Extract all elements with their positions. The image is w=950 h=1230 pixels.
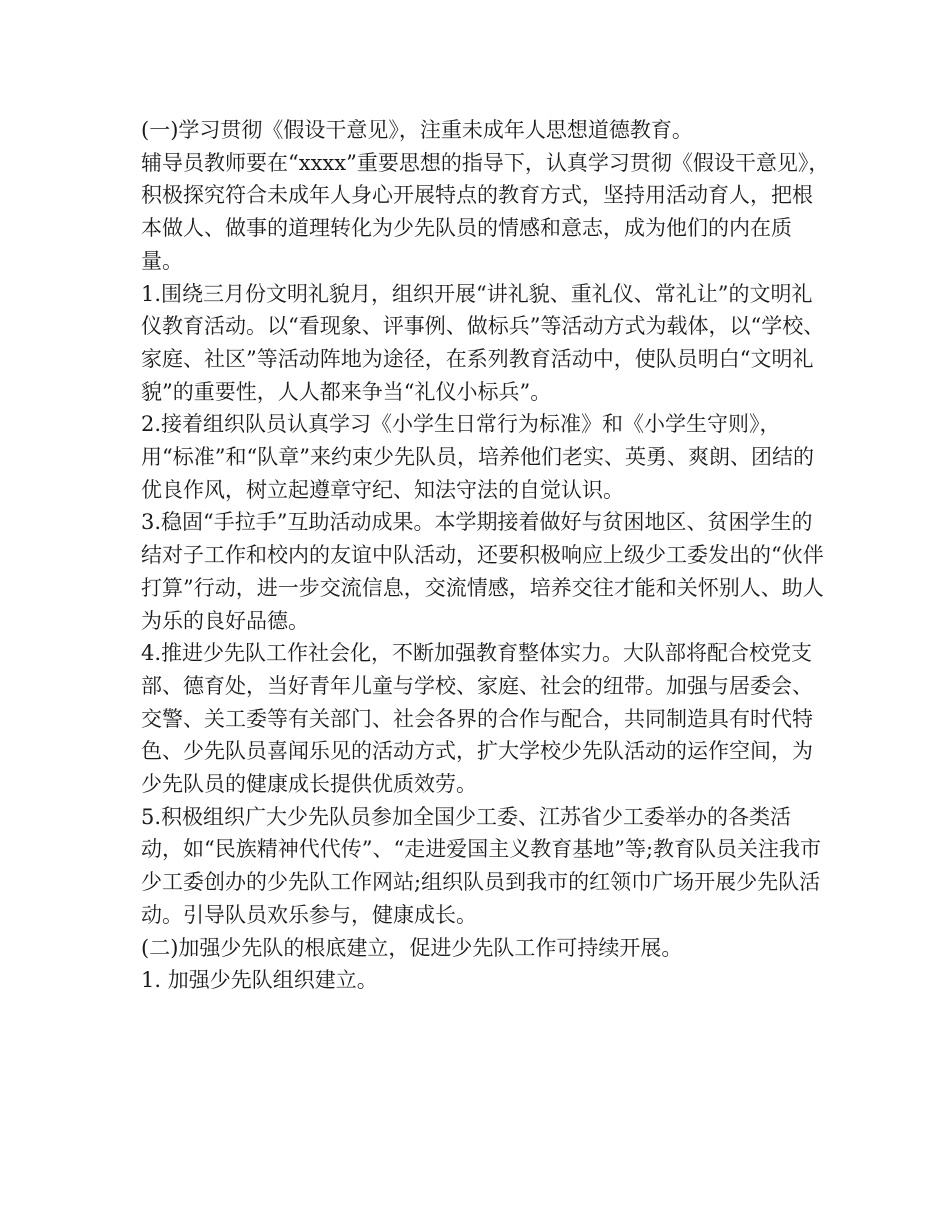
list-item-4: 4.推进少先队工作社会化，不断加强教育整体实力。大队部将配合校党支部、德育处，当好青年儿童与学校、家庭、社会的纽带。加强与居委会、交警、关工委等有关部门、社会各界的合作与配合，共同制造具有时代特色、少先队员喜闻乐见的活动方式，扩大学校少先队活动的运作空间，为少先队员的健康成长提供优质效劳。 <box>141 641 813 797</box>
section-heading-1: (一)学习贯彻《假设干意见》，注重未成年人思想道德教育。 <box>141 118 693 142</box>
list-item-3: 3.稳固“手拉手”互助活动成果。本学期接着做好与贫困地区、贫困学生的结对子工作和校内的友谊中队活动，还要积极响应上级少工委发出的“伙伴打算”行动，进一步交流信息，交流情感，培养交往才能和关怀别人、助人为乐的良好品德。 <box>141 510 824 633</box>
list-item-section2-1: 1. 加强少先队组织建立。 <box>141 968 378 993</box>
list-item-1: 1.围绕三月份文明礼貌月，组织开展“讲礼貌、重礼仪、常礼让”的文明礼仪教育活动。以“看现象、评事例、做标兵”等活动方式为载体，以“学校、家庭、社区”等活动阵地为途径，在系列教育活动中，使队员明白“文明礼貌”的重要性，人人都来争当“礼仪小标兵”。 <box>141 281 825 404</box>
section-heading-2: (二)加强少先队的根底建立，促进少先队工作可持续开展。 <box>141 935 683 960</box>
document-body <box>141 114 831 997</box>
list-item-5: 5.积极组织广大少先队员参加全国少工委、江苏省少工委举办的各类活动，如“民族精神代代传”、“走进爱国主义教育基地”等;教育队员关注我市少工委创办的少先队工作网站;组织队员到我市的红领巾广场开展少先队活动。引导队员欢乐参与，健康成长。 <box>141 804 822 927</box>
list-item-2: 2.接着组织队员认真学习《小学生日常行为标准》和《小学生守则》，用“标准”和“队章”来约束少先队员，培养他们老实、英勇、爽朗、团结的优良作风，树立起遵章守纪、知法守法的自觉认识。 <box>141 412 814 502</box>
paragraph-intro: 辅导员教师要在“xxxx”重要思想的指导下，认真学习贯彻《假设干意见》，积极探究符合未成年人身心开展特点的教育方式，坚持用活动育人，把根本做人、做事的道理转化为少先队员的情感和意志，成为他们的内在质量。 <box>141 150 830 273</box>
